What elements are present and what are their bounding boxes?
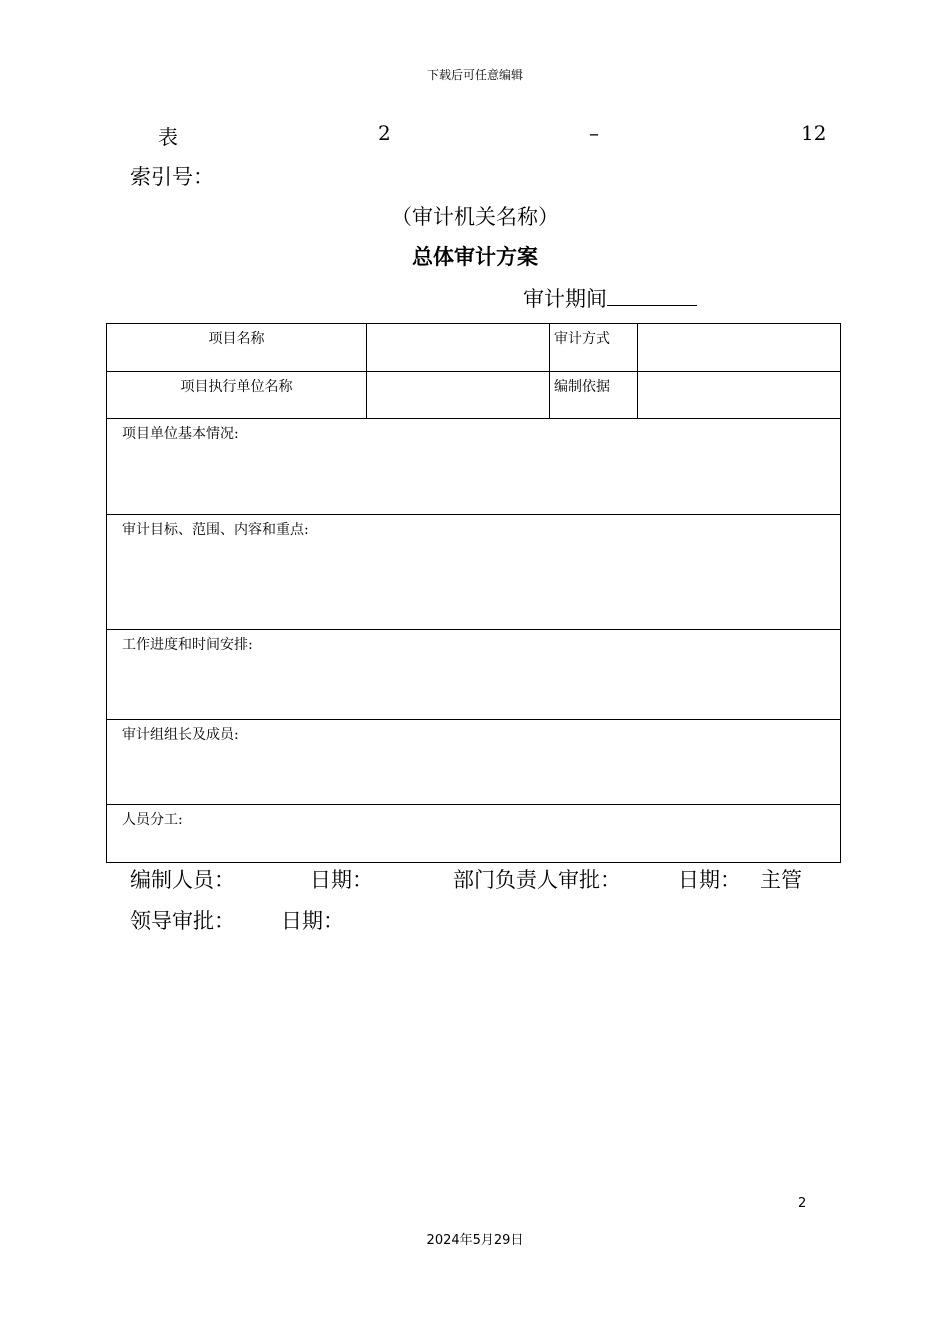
- basis-label: 编制依据: [550, 372, 638, 419]
- audit-method-label: 审计方式: [550, 324, 638, 372]
- index-number-label: 索引号：: [130, 165, 214, 189]
- table-number-prefix: 表: [158, 125, 178, 149]
- audit-team-section[interactable]: [107, 720, 841, 805]
- unit-basic-info-section[interactable]: [107, 419, 841, 515]
- audit-plan-form: [106, 323, 841, 863]
- audit-goals-section[interactable]: [107, 515, 841, 630]
- table-number-main: 2: [378, 121, 391, 145]
- supervisor-label-part1: 主管: [760, 868, 802, 892]
- preparer-label: 编制人员：: [130, 868, 235, 892]
- page-number: 2: [798, 1196, 807, 1211]
- footer-date: 2024年5月29日: [426, 1233, 524, 1248]
- dept-head-label: 部门负责人审批：: [453, 868, 621, 892]
- audit-period-blank[interactable]: [607, 287, 697, 306]
- audit-method-field[interactable]: [638, 324, 841, 372]
- audit-period: [523, 283, 697, 313]
- project-name-label: 项目名称: [107, 324, 367, 372]
- basis-field[interactable]: [638, 372, 841, 419]
- document-title: 总体审计方案: [412, 245, 538, 269]
- exec-unit-label: 项目执行单位名称: [107, 372, 367, 419]
- table-number-suffix: 12: [801, 121, 827, 145]
- schedule-label: 工作进度和时间安排:: [122, 637, 253, 653]
- audit-organ-name: （审计机关名称）: [391, 205, 559, 229]
- date3-label: 日期：: [281, 909, 344, 933]
- staff-division-section[interactable]: [107, 805, 841, 863]
- supervisor-label-part2: 领导审批：: [130, 909, 235, 933]
- audit-period-label: 审计期间: [523, 287, 607, 311]
- unit-basic-info-label: 项目单位基本情况:: [122, 426, 239, 442]
- staff-division-label: 人员分工:: [122, 812, 183, 828]
- audit-team-label: 审计组组长及成员:: [122, 727, 239, 743]
- schedule-section[interactable]: [107, 630, 841, 720]
- header-note: 下载后可任意编辑: [426, 68, 523, 82]
- table-number-dash: –: [589, 121, 599, 145]
- date2-label: 日期：: [678, 868, 741, 892]
- project-name-field[interactable]: [367, 324, 550, 372]
- exec-unit-field[interactable]: [367, 372, 550, 419]
- audit-goals-label: 审计目标、范围、内容和重点:: [122, 522, 309, 538]
- date1-label: 日期：: [310, 868, 373, 892]
